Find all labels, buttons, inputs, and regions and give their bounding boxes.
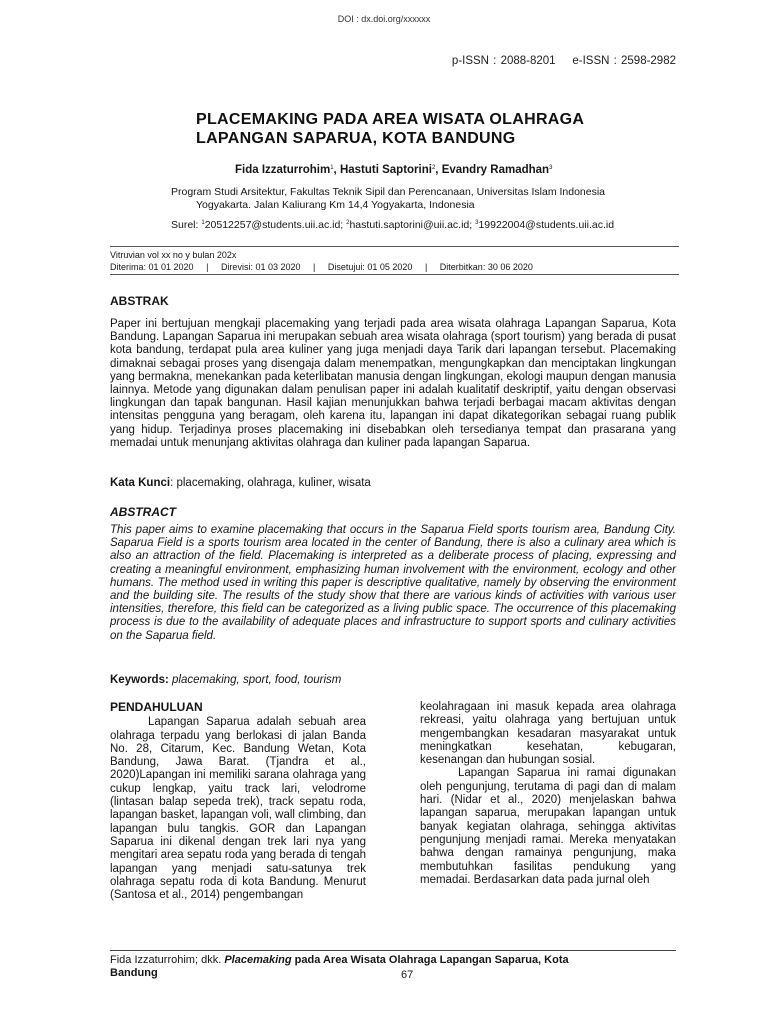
article-dates xyxy=(110,261,679,273)
author-separator: , xyxy=(435,164,442,176)
email-2: hastuti.saptorini@uii.ac.id; xyxy=(349,219,476,231)
body-column-left xyxy=(110,701,366,902)
footer-title-line-2: Bandung xyxy=(110,967,158,979)
title-line-2: LAPANGAN SAPARUA, KOTA BANDUNG xyxy=(196,130,516,147)
paper-title xyxy=(196,110,584,148)
date-received: Diterima: 01 01 2020 xyxy=(110,262,194,272)
author-2-affil-mark: 2 xyxy=(431,165,436,171)
affiliation-line-2: Yogyakarta. Jalan Kaliurang Km 14,4 Yogyakarta, Indonesia xyxy=(196,199,475,211)
date-revised: Direvisi: 01 03 2020 xyxy=(220,262,301,272)
abstrak-text: Paper ini bertujuan mengkaji placemaking yang terjadi pada area wisata olahraga Lapangan Saparua, Kota Bandung. Lapangan Saparua ini merupakan sebuah area wisata olahraga (sport tourism) yang berada di pusat kota bandung, terdapat pula area kuliner yang juga menjadi daya Tarik dari lapangan tersebut. Placemaking dimaknai sebagai proses yang disengaja dalam menempatkan, mengungkapkan dan menciptakan lingkungan yang bermakna, menekankan pada keterlibatan manusia dengan lingkungan, ekologi maupun dengan manusia lainnya. Metode yang digunakan dalam penulisan paper ini adalah kualitatif deskriptif, yaitu dengan observasi lingkungan dan tapak bangunan. Hasil kajian menunjukkan bahwa terjadi berbagai macam aktivitas dengan intensitas pengguna yang beragam, oleh karena itu, lapangan ini dapat dikategorikan sebagai ruang publik yang hidup. Terjadinya proses placemaking ini disebabkan oleh tersedianya tempat dan prasarana yang memadai untuk menunjang aktivitas olahraga dan kuliner pada lapangan Saparua. xyxy=(110,318,676,449)
abstrak-heading: ABSTRAK xyxy=(110,294,169,308)
footer-citation xyxy=(110,954,676,967)
title-line-1: PLACEMAKING PADA AREA WISATA OLAHRAGA xyxy=(196,111,585,128)
body-paragraph: Lapangan Saparua ini ramai digunakan oleh pengunjung, terutama di pagi dan di malam hari. (Nidar et al., 2020) menjelaskan bahwa lapangan saparua, merupakan lapangan untuk banyak kegiatan olahraga, sehingga aktivitas pengunjung menjadi ramai. Mereka menyatakan bahwa dengan ramainya pengunjung, maka membutuhkan fasilitas pendukung yang memadai. Berdasarkan data pada jurnal oleh xyxy=(420,767,676,886)
footer-title: pada Area Wisata Olahraga Lapangan Saparua, Kota xyxy=(291,954,569,966)
keywords-value: placemaking, sport, food, tourism xyxy=(168,674,342,686)
email-3: 19922004@students.uii.ac.id xyxy=(478,219,615,231)
kata-kunci xyxy=(110,477,371,489)
footer-authors: Fida Izzaturrohim; dkk. xyxy=(110,954,225,966)
abstract-text: This paper aims to examine placemaking that occurs in the Saparua Field sports tourism area, Bandung City. Saparua Field is a sports tourism area located in the center of Bandung, there is also a culinary area which is also an attraction of the field. Placemaking is interpreted as a deliberate process of placing, expressing and creating a meaningful environment, emphasizing human involvement with the environment, ecology and other humans. The method used in writing this paper is descriptive qualitative, namely by observing the environment and the building site. The results of the study show that there are various kinds of activities with various user intensities, therefore, this field can be categorized as a living public space. The occurrence of this placemaking process is due to the availability of adequate places and infrastructure to support sports and culinary activities on the Saparua field. xyxy=(110,524,676,642)
body-paragraph: keolahragaan ini masuk kepada area olahraga rekreasi, yaitu olahraga yang bertujuan untuk mengembangkan kesadaran masyarakat untuk meningkatkan kesehatan, kebugaran, kesenangan dan hubungan sosial. xyxy=(420,701,676,767)
email-2-mark: 2 xyxy=(346,220,350,226)
kata-kunci-value: : placemaking, olahraga, kuliner, wisata xyxy=(170,477,371,489)
page-number: 67 xyxy=(401,969,414,981)
doi-line: DOI : dx.doi.org/xxxxxx xyxy=(337,14,431,24)
abstract-heading: ABSTRACT xyxy=(110,505,176,519)
affiliation-line-1: Program Studi Arsitektur, Fakultas Teknik Sipil dan Perencanaan, Universitas Islam Indonesia xyxy=(171,186,606,198)
footer-title-italic: Placemaking xyxy=(224,954,292,966)
author-separator: , xyxy=(333,164,340,176)
issn-line: p-ISSN : 2088-8201 e-ISSN : 2598-2982 xyxy=(451,55,676,67)
author-3-affil-mark: 3 xyxy=(549,165,553,171)
author-list xyxy=(235,164,552,176)
author-1: Fida Izzaturrohim xyxy=(235,164,331,176)
email-1: 20512257@students.uii.ac.id; xyxy=(204,219,347,231)
article-metadata-box xyxy=(110,246,679,275)
author-2: Hastuti Saptorini xyxy=(339,164,432,176)
page-footer xyxy=(110,950,676,980)
email-line xyxy=(171,219,614,231)
affiliation xyxy=(171,186,605,212)
keywords-label: Keywords: xyxy=(110,674,169,686)
pendahuluan-heading: PENDAHULUAN xyxy=(110,700,203,714)
date-published: Diterbitkan: 30 06 2020 xyxy=(439,262,533,272)
date-separator: | xyxy=(313,262,316,272)
author-3: Evandry Ramadhan xyxy=(441,164,550,176)
body-column-right xyxy=(420,701,676,887)
email-1-mark: 1 xyxy=(201,220,205,226)
email-label: Surel: xyxy=(171,219,202,231)
kata-kunci-label: Kata Kunci xyxy=(110,477,171,489)
date-accepted: Disetujui: 01 05 2020 xyxy=(327,262,413,272)
keywords xyxy=(110,674,341,686)
email-3-mark: 3 xyxy=(475,220,479,226)
volume-info: Vitruvian vol xx no y bulan 202x xyxy=(110,250,237,260)
date-separator: | xyxy=(206,262,209,272)
body-paragraph: Lapangan Saparua adalah sebuah area olahraga terpadu yang berlokasi di jalan Banda No. 28, Citarum, Kec. Bandung Wetan, Kota Bandung, Jawa Barat. (Tjandra et al., 2020)Lapangan ini memiliki sarana olahraga yang cukup lengkap, yaitu track lari, velodrome (lintasan balap sepeda trek), track sepatu roda, lapangan basket, lapangan voli, wall climbing, dan lapangan bulu tangkis. GOR dan Lapangan Saparua ini dikenal dengan trek lari nya yang mengitari area sepatu roda yang berada di tengah lapangan yang menjadi satu-satunya trek olahraga sepatu roda di kota Bandung. Menurut (Santosa et al., 2014) pengembangan xyxy=(110,716,366,902)
date-separator: | xyxy=(424,262,428,272)
author-1-affil-mark: 1 xyxy=(330,165,334,171)
